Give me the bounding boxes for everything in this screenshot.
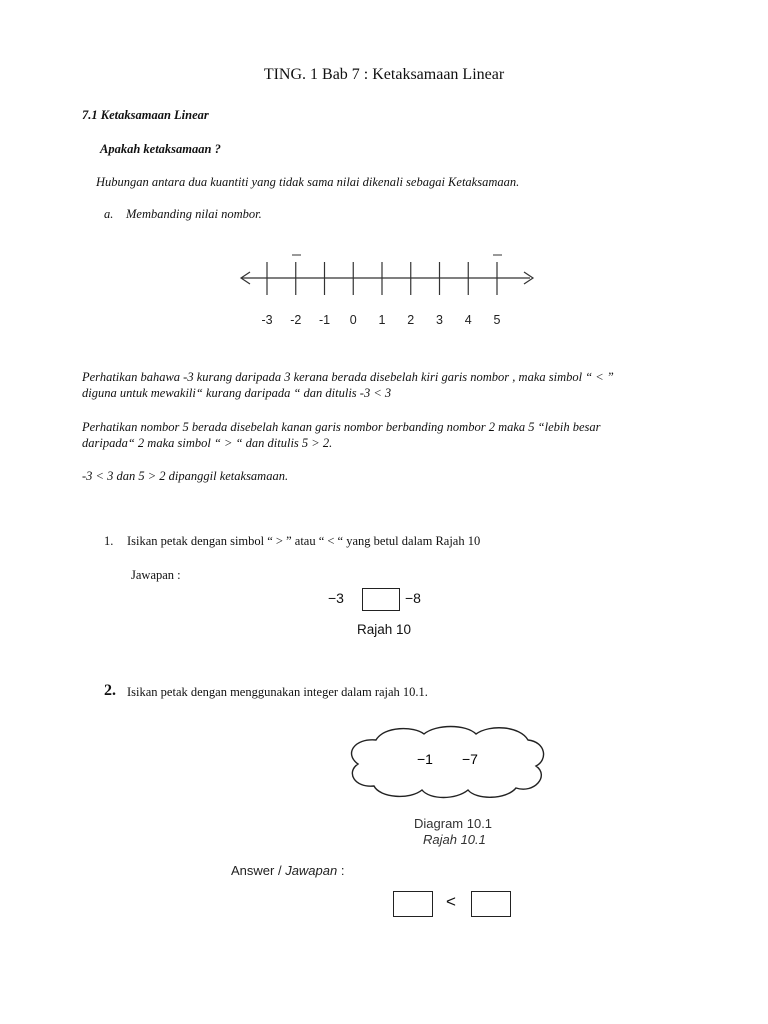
question1-left-value: −3 (328, 590, 344, 606)
page-title: TING. 1 Bab 7 : Ketaksamaan Linear (263, 66, 505, 83)
question2-text: Isikan petak dengan menggunakan integer dalam rajah 10.1. (127, 685, 428, 699)
number-line-label: 1 (378, 313, 386, 327)
cloud-value: −1 (417, 751, 433, 767)
question2-answer-box-left[interactable] (393, 891, 433, 917)
number-line-label: 2 (407, 313, 415, 327)
explanation-p1-line1: Perhatikan bahawa -3 kurang daripada 3 kerana berada disebelah kiri garis nombor , maka simbol “ < ” (82, 370, 614, 384)
number-line-label: 0 (349, 313, 357, 327)
question1-text: Isikan petak dengan simbol “ > ” atau “ < “ yang betul dalam Rajah 10 (127, 534, 481, 548)
number-line-label: -2 (290, 313, 302, 327)
number-line-label: 5 (493, 313, 501, 327)
question1-right-value: −8 (405, 590, 421, 606)
cloud-diagram (344, 722, 550, 800)
answer-label (231, 863, 344, 878)
diagram-caption-ms: Rajah 10.1 (423, 832, 486, 847)
answer-label-ms: Jawapan (285, 863, 338, 878)
question1-answer-label: Jawapan : (131, 568, 181, 582)
intro-text: Hubungan antara dua kuantiti yang tidak sama nilai dikenali sebagai Ketaksamaan. (96, 175, 520, 189)
question1-number: 1. (104, 534, 114, 548)
answer-label-colon: : (337, 863, 345, 878)
item-a-text: Membanding nilai nombor. (126, 207, 262, 221)
question2-less-than-symbol: < (446, 892, 456, 911)
explanation-p1-line2: diguna untuk mewakili“ kurang daripada “ dan ditulis -3 < 3 (82, 386, 392, 400)
number-line-label: 3 (436, 313, 443, 327)
cloud-shape (352, 727, 544, 798)
answer-label-en: Answer / (231, 863, 286, 878)
section-question: Apakah ketaksamaan ? (100, 142, 221, 156)
diagram-caption-en: Diagram 10.1 (414, 816, 493, 831)
explanation-p3: -3 < 3 dan 5 > 2 dipanggil ketaksamaan. (82, 469, 289, 483)
question2-answer-box-right[interactable] (471, 891, 511, 917)
question1-caption: Rajah 10 (357, 622, 412, 637)
explanation-p2-line2: daripada“ 2 maka simbol “ > “ dan ditulis 5 > 2. (82, 436, 333, 450)
question1-answer-box[interactable] (362, 588, 400, 611)
section-heading: 7.1 Ketaksamaan Linear (82, 108, 209, 122)
number-line-label: -1 (318, 313, 331, 327)
explanation-p2-line1: Perhatikan nombor 5 berada disebelah kanan garis nombor berbanding nombor 2 maka 5 “lebih besar (82, 420, 601, 434)
item-a-marker: a. (104, 207, 114, 221)
number-line (230, 245, 550, 335)
number-line-label: -3 (261, 313, 273, 327)
question2-number: 2. (104, 682, 116, 699)
number-line-label: 4 (464, 313, 472, 327)
cloud-value: −7 (462, 751, 478, 767)
